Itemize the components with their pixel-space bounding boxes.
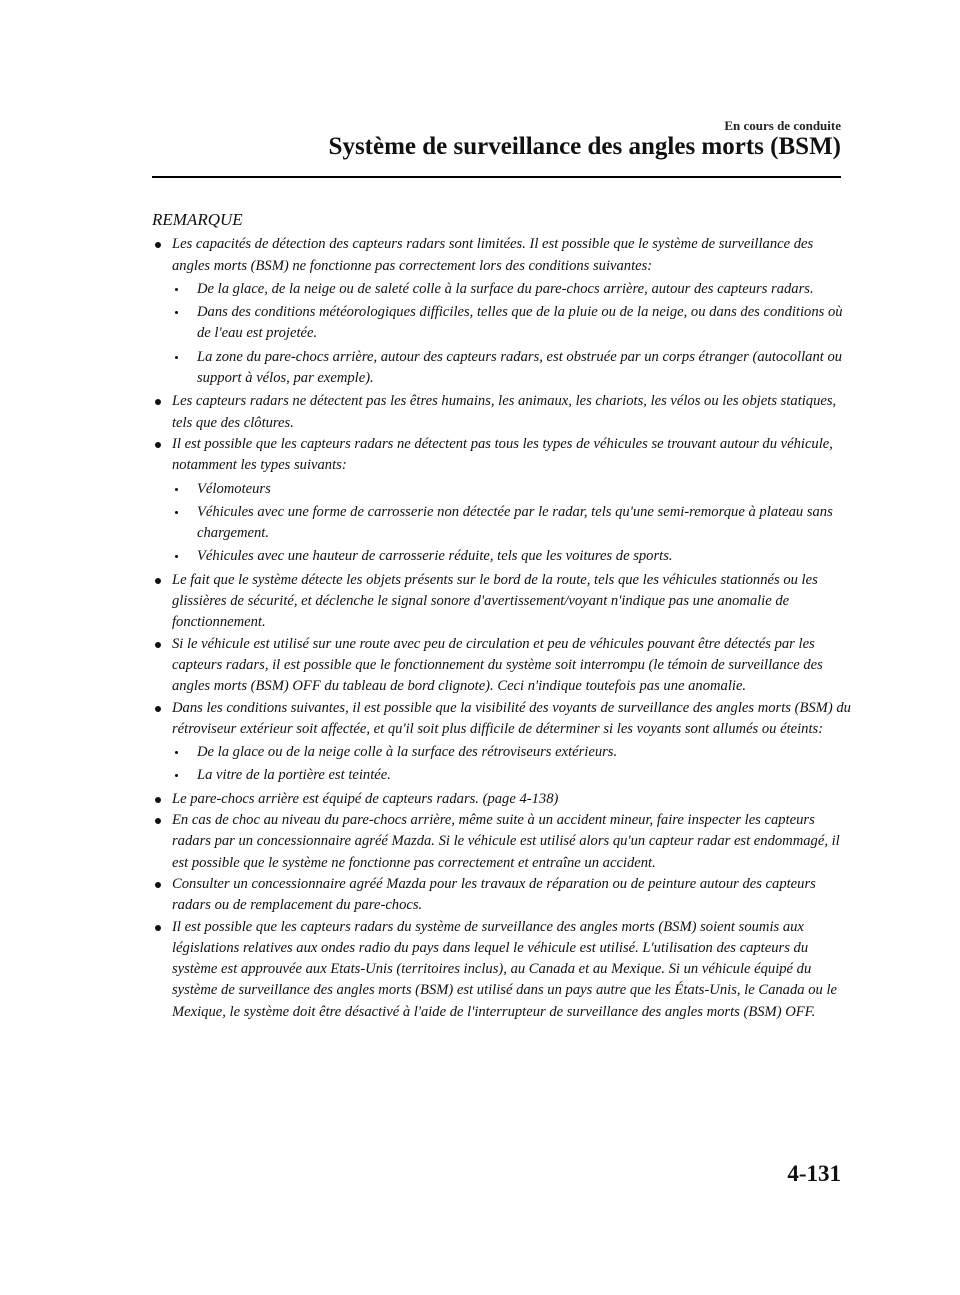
remarque-item-text: Dans les conditions suivantes, il est possible que la visibilité des voyants de surveillance des angles morts (BSM) du rétroviseur extérieur soit affectée, et qu'il soit plus difficile de déterminer si les voyants sont allumés ou éteints: (172, 699, 851, 737)
remarque-item-text: En cas de choc au niveau du pare-chocs arrière, même suite à un accident mineur, faire inspecter les capteurs radars par un concessionnaire agréé Mazda. Si le véhicule est utilisé alors qu'un capteur radar est endommagé, il est possible que le système ne fonctionne pas correctement et entraîne un accident. (172, 812, 840, 871)
remarque-item (152, 917, 852, 1023)
remarque-sublist (172, 479, 852, 568)
remarque-item (152, 874, 852, 917)
page-number: 4-131 (787, 1161, 841, 1186)
remarque-item (152, 434, 852, 568)
remarque-block (152, 209, 852, 1023)
remarque-item (152, 634, 852, 698)
remarque-item (152, 570, 852, 634)
remarque-subitem: Véhicules avec une forme de carrosserie non détectée par le radar, tels qu'une semi-remorque à plateau sans chargement. (172, 502, 852, 545)
remarque-item-text: Les capteurs radars ne détectent pas les êtres humains, les animaux, les chariots, les vélos ou les objets statiques, tels que des clôtures. (172, 393, 837, 431)
remarque-subitem: La zone du pare-chocs arrière, autour des capteurs radars, est obstruée par un corps étranger (autocollant ou support à vélos, par exemple). (172, 347, 852, 390)
remarque-sublist (172, 742, 852, 787)
remarque-item-text: Le fait que le système détecte les objets présents sur le bord de la route, tels que les véhicules stationnés ou les glissières de sécurité, et déclenche le signal sonore d'avertissement/voyant n'indique pas une anomalie de fonctionnement. (172, 571, 818, 631)
remarque-item-text: Le pare-chocs arrière est équipé de capteurs radars. (page 4-138) (172, 790, 559, 807)
remarque-subitem: La vitre de la portière est teintée. (172, 765, 852, 786)
remarque-subitem: Dans des conditions météorologiques difficiles, telles que de la pluie ou de la neige, ou dans des conditions où de l'eau est projetée. (172, 302, 852, 345)
remarque-item (152, 789, 852, 810)
remarque-list (152, 234, 852, 1023)
title-rule (152, 176, 841, 178)
remarque-item-text: Si le véhicule est utilisé sur une route avec peu de circulation et peu de véhicules pouvant être détectés par les capteurs radars, il est possible que le fonctionnement du système soit interrompu (le témoin de surveillance des angles morts (BSM) OFF du tableau de bord clignote). Ceci n'indique toutefois pas une anomalie. (172, 635, 823, 695)
page-title: Système de surveillance des angles morts (BSM) (328, 133, 841, 160)
remarque-subitem: De la glace ou de la neige colle à la surface des rétroviseurs extérieurs. (172, 742, 852, 763)
remarque-item-text: Consulter un concessionnaire agréé Mazda pour les travaux de réparation ou de peinture autour des capteurs radars ou de remplacement du pare-chocs. (172, 875, 816, 914)
remarque-item (152, 234, 852, 389)
remarque-item-text: Il est possible que les capteurs radars du système de surveillance des angles morts (BSM) soient soumis aux législations relatives aux ondes radio du pays dans lequel le véhicule est utilisé. L'utilisation des capteurs du système est approuvée aux Etats-Unis (territoires inclus), au Canada et au Mexique. Si un véhicule équipé du système de surveillance des angles morts (BSM) est utilisé dans un pays autre que les États-Unis, le Canada ou le Mexique, le système doit être désactivé à l'aide de l'interrupteur de surveillance des angles morts (BSM) OFF. (172, 918, 837, 1020)
remarque-item (152, 698, 852, 787)
remarque-subitem: Vélomoteurs (172, 479, 852, 500)
remarque-item (152, 391, 852, 434)
remarque-item (152, 810, 852, 874)
remarque-item-text: Il est possible que les capteurs radars ne détectent pas tous les types de véhicules se trouvant autour du véhicule, notamment les types suivants: (172, 435, 833, 474)
remarque-subitem: Véhicules avec une hauteur de carrosserie réduite, tels que les voitures de sports. (172, 546, 852, 567)
remarque-sublist (172, 279, 852, 389)
remarque-heading: REMARQUE (152, 210, 243, 229)
section-label: En cours de conduite (724, 118, 841, 133)
remarque-subitem: De la glace, de la neige ou de saleté colle à la surface du pare-chocs arrière, autour des capteurs radars. (172, 279, 852, 300)
remarque-item-text: Les capacités de détection des capteurs radars sont limitées. Il est possible que le système de surveillance des angles morts (BSM) ne fonctionne pas correctement lors des conditions suivantes: (172, 236, 814, 274)
